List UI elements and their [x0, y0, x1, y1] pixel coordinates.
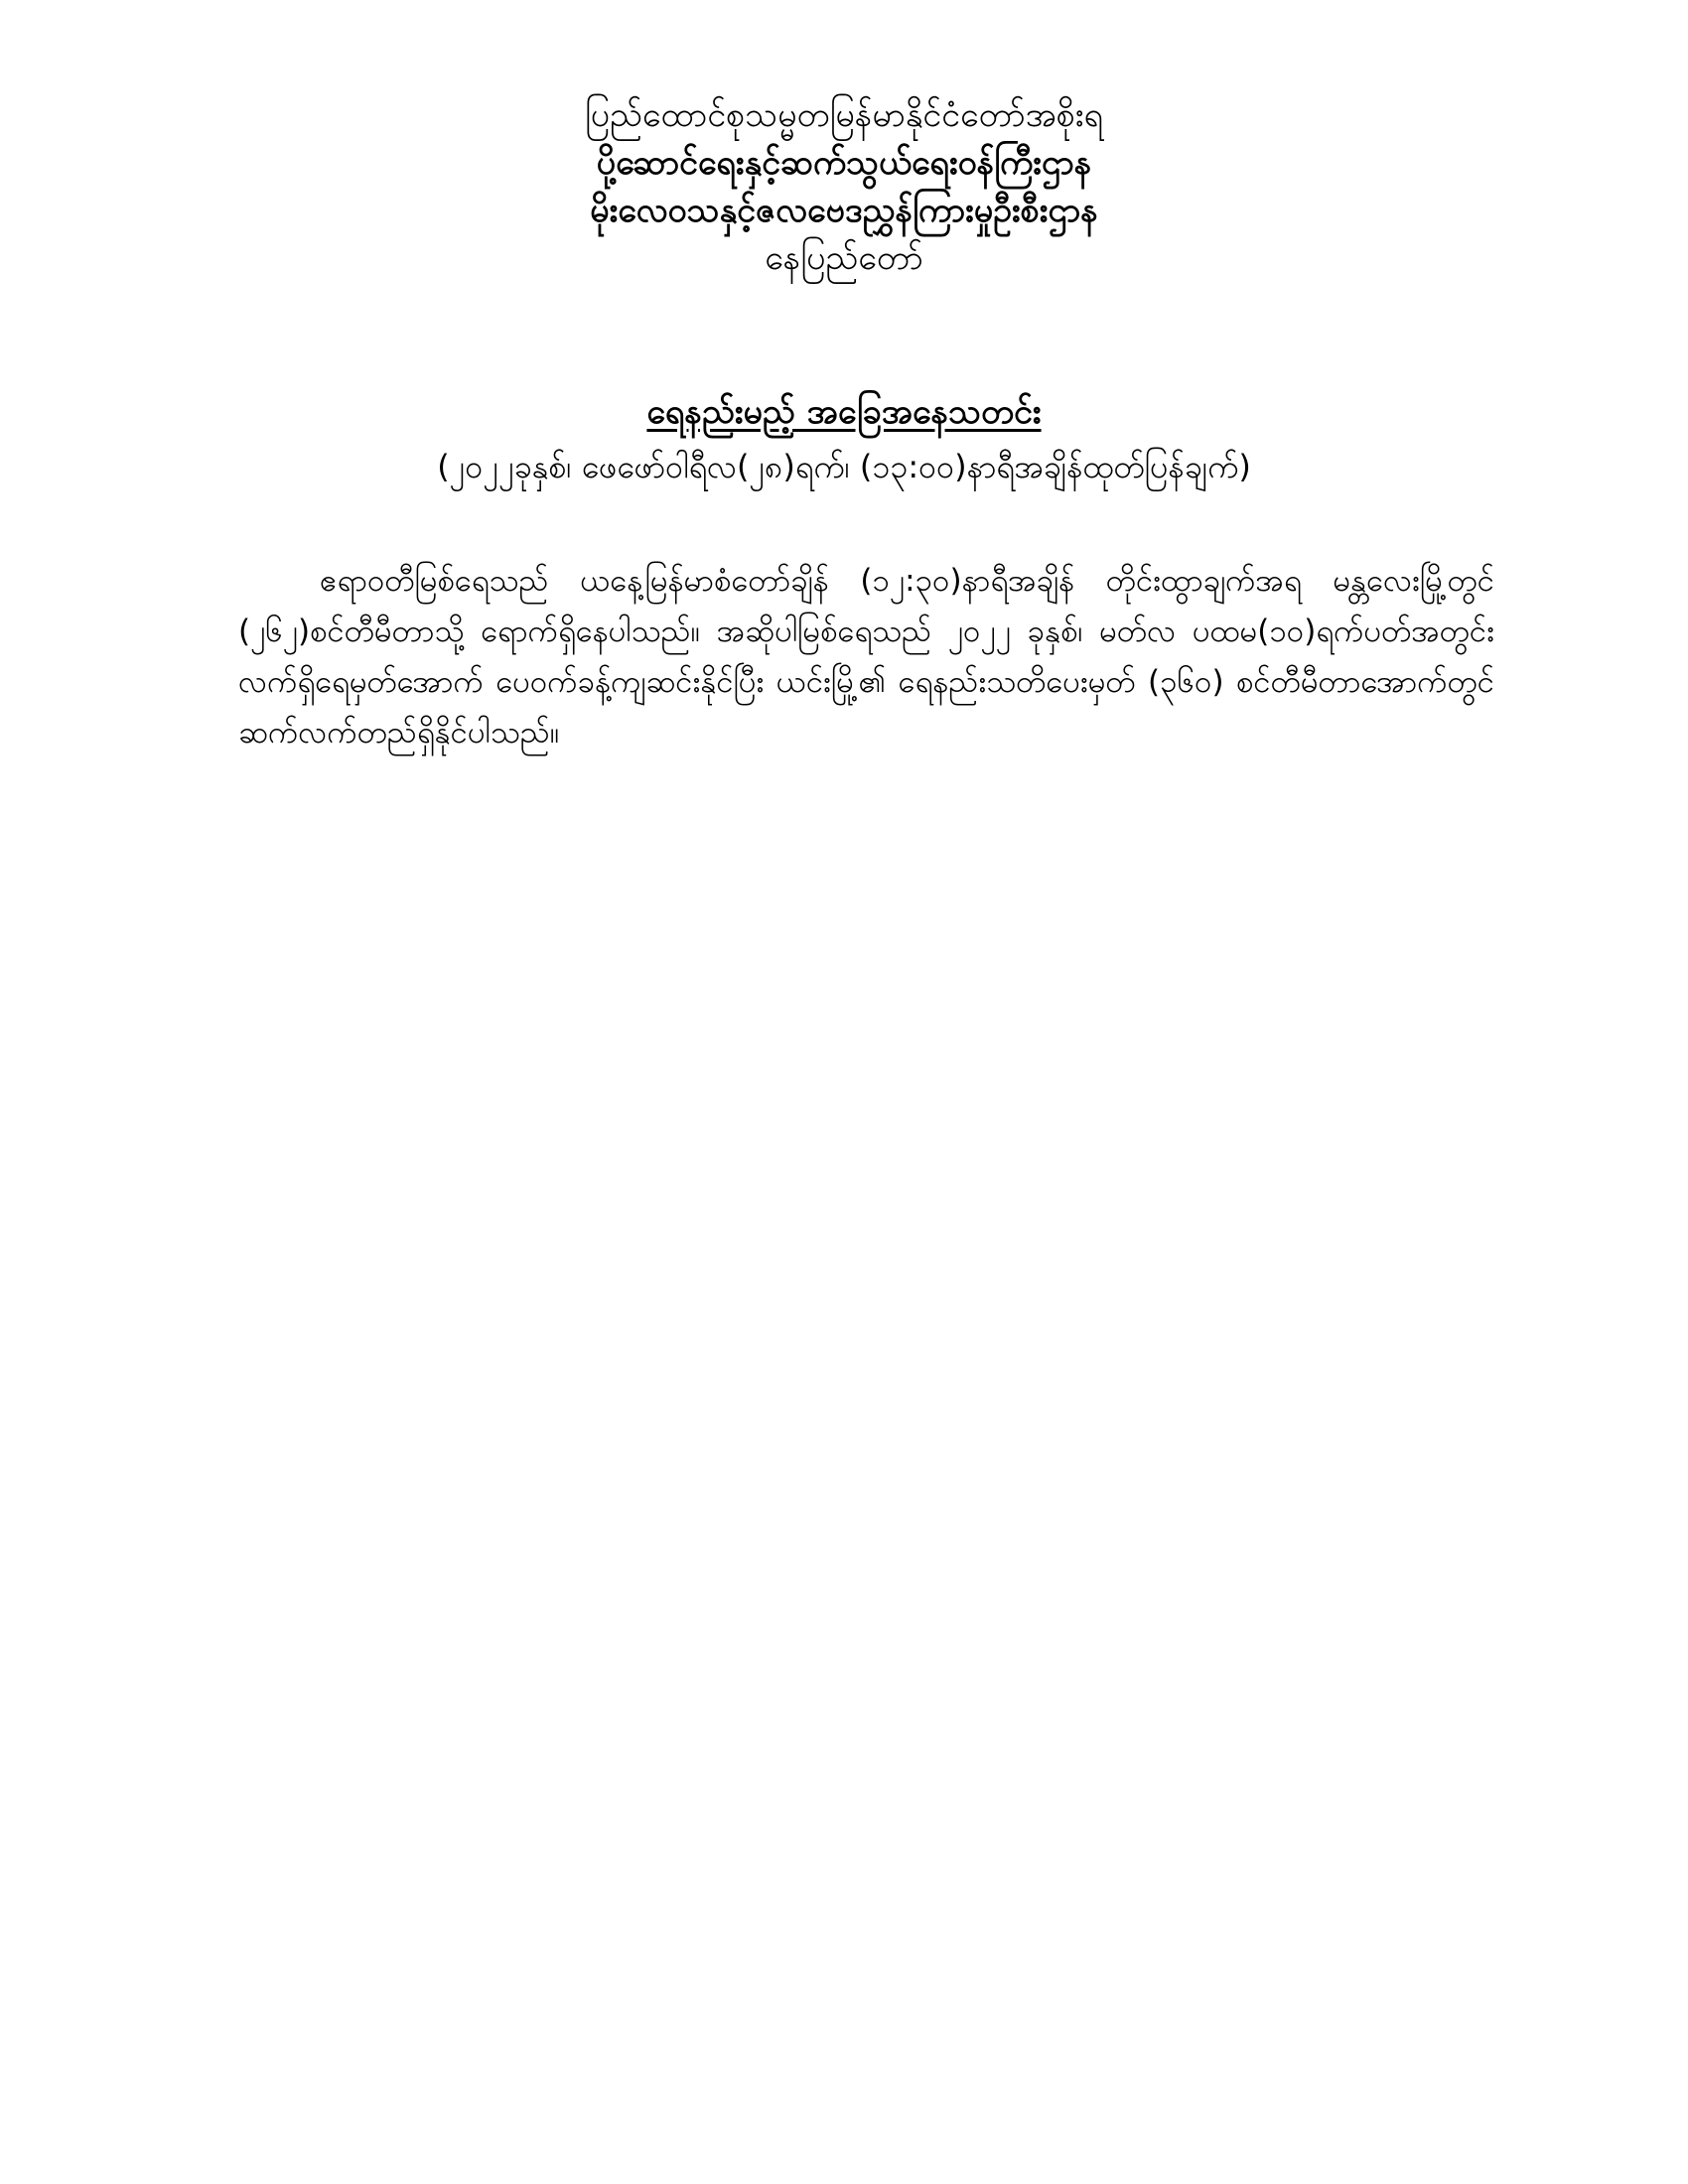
- announcement-title: ရေနည်းမည့် အခြေအနေသတင်း: [646, 392, 1042, 432]
- government-name: ပြည်ထောင်စုသမ္မတမြန်မာနိုင်ငံတော်အစိုးရ: [584, 95, 1104, 135]
- announcement-body: [238, 556, 1494, 758]
- location-name: နေပြည်တော်: [765, 238, 923, 278]
- department-name: မိုးလေဝသနှင့်ဇလဗေဒညွှန်ကြားမှုဦးစီးဌာန: [590, 191, 1098, 230]
- letterhead: [0, 91, 1688, 282]
- release-dateline: (၂၀၂၂ခုနှစ်၊ ဖေဖော်ဝါရီလ(၂၈)ရက်၊ (၁၃:၀၀)နာရီအချိန်ထုတ်ပြန်ချက်): [437, 448, 1251, 485]
- ministry-name: ပို့ဆောင်ရေးနှင့်ဆက်သွယ်ရေးဝန်ကြီးဌာန: [596, 143, 1092, 183]
- body-paragraph: ဧရာဝတီမြစ်ရေသည် ယနေ့မြန်မာစံတော်ချိန် (၁၂:၃၀)နာရီအချိန် တိုင်းထွာချက်အရ မန္တလေးမြို့တွင် (၂၆၂)စင်တီမီတာသို့ ရောက်ရှိနေပါသည်။ အဆိုပါမြစ်ရေသည် ၂၀၂၂ ခုနှစ်၊ မတ်လ ပထမ(၁၀)ရက်ပတ်အတွင်း လက်ရှိရေမှတ်အောက် ပေ၀က်ခန့်ကျဆင်းနိုင်ပြီး ယင်းမြို့၏ ရေနည်းသတိပေးမှတ် (၃၆၀) စင်တီမီတာအောက်တွင် ဆက်လက်တည်ရှိနိုင်ပါသည်။: [238, 563, 1494, 751]
- announcement-heading: [0, 387, 1688, 492]
